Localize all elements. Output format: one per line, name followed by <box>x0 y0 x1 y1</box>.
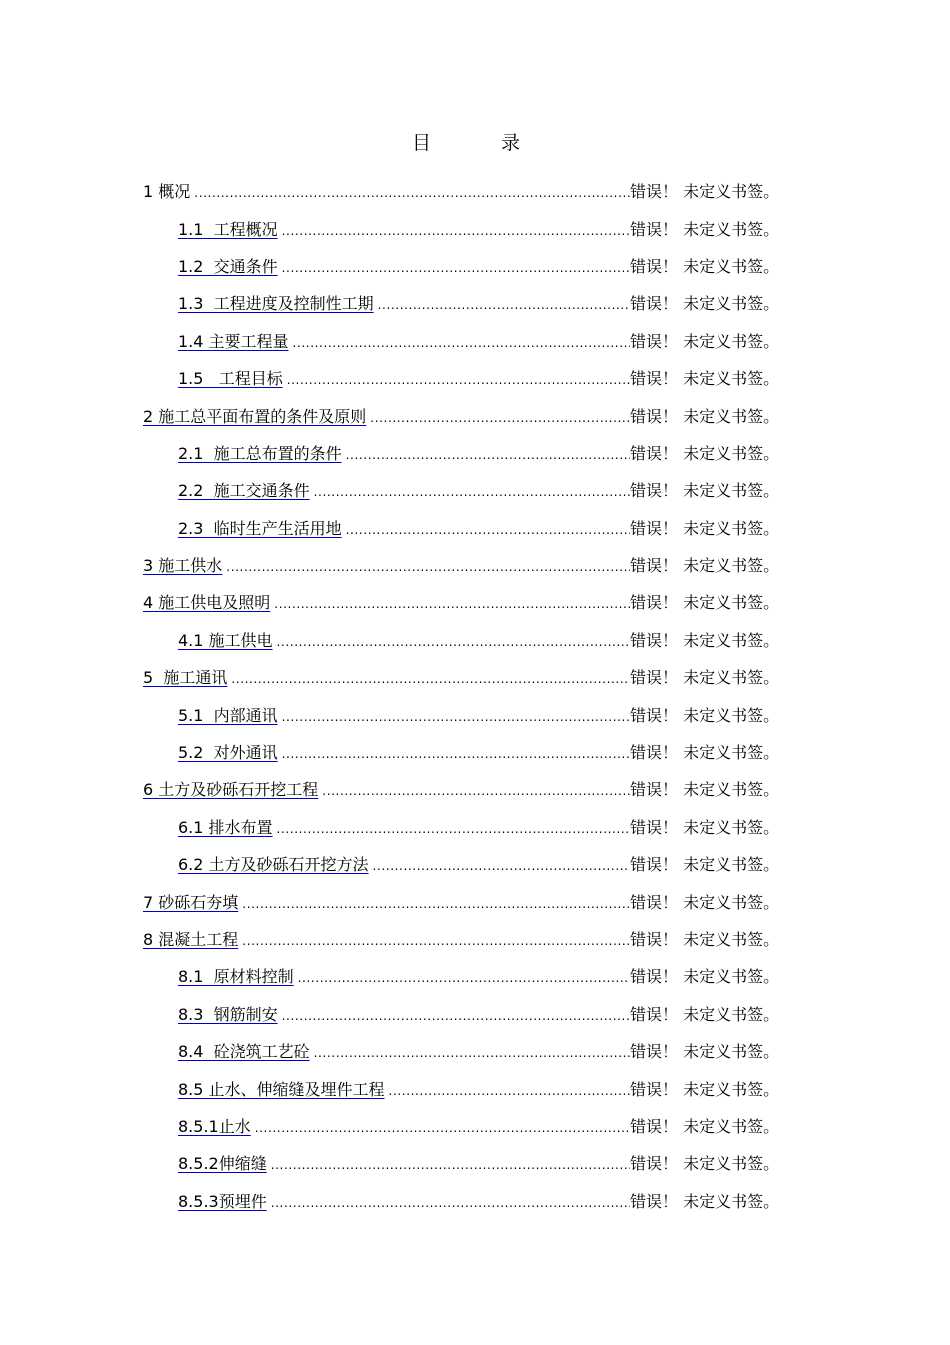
toc-leader-dots <box>282 1009 630 1023</box>
toc-entry-label[interactable]: 1.2 交通条件 <box>178 256 278 276</box>
toc-entry-label[interactable]: 1.3 工程进度及控制性工期 <box>178 294 374 314</box>
toc-entry[interactable] <box>0 172 950 209</box>
toc-entry[interactable] <box>0 247 950 284</box>
toc-entry-label[interactable]: 4.1 施工供电 <box>178 630 273 650</box>
toc-entry-label[interactable]: 8.5.2伸缩缝 <box>178 1154 267 1174</box>
toc-entry[interactable] <box>0 1032 950 1069</box>
toc-leader-dots <box>298 971 630 985</box>
toc-entry[interactable] <box>0 509 950 546</box>
toc-entry[interactable] <box>0 770 950 807</box>
toc-entry[interactable] <box>0 882 950 919</box>
toc-leader-dots <box>271 1196 630 1210</box>
toc-entry-label[interactable]: 1.5 工程目标 <box>178 369 283 389</box>
toc-leader-dots <box>282 747 630 761</box>
toc-entry[interactable] <box>0 621 950 658</box>
toc-entry[interactable] <box>0 845 950 882</box>
toc-page-reference: 错误！ 未定义书签。 <box>630 182 780 202</box>
toc-leader-dots <box>277 635 630 649</box>
toc-page-reference: 错误！ 未定义书签。 <box>630 668 780 688</box>
toc-leader-dots <box>282 710 630 724</box>
toc-entry[interactable] <box>0 546 950 583</box>
toc-leader-dots <box>271 1158 630 1172</box>
toc-entry-label[interactable]: 8.4 砼浇筑工艺砼 <box>178 1042 310 1062</box>
toc-leader-dots <box>242 934 630 948</box>
toc-page-reference: 错误！ 未定义书签。 <box>630 406 780 426</box>
toc-entry-label[interactable]: 8.5.1止水 <box>178 1116 251 1136</box>
toc-leader-dots <box>274 597 630 611</box>
toc-entry[interactable] <box>0 995 950 1032</box>
toc-entry-label[interactable]: 8.3 钢筋制安 <box>178 1004 278 1024</box>
toc-leader-dots <box>287 373 630 387</box>
toc-leader-dots <box>277 822 630 836</box>
toc-leader-dots <box>322 784 630 798</box>
toc-entry[interactable] <box>0 209 950 246</box>
toc-page-reference: 错误！ 未定义书签。 <box>630 219 780 239</box>
toc-leader-dots <box>314 1046 630 1060</box>
toc-entry-label[interactable]: 1.4 主要工程量 <box>178 331 289 351</box>
toc-entry-label[interactable]: 5.2 对外通讯 <box>178 743 278 763</box>
toc-entry-label[interactable]: 7 砂砾石夯填 <box>143 892 239 912</box>
toc-page-reference: 错误！ 未定义书签。 <box>630 855 780 875</box>
toc-page-reference: 错误！ 未定义书签。 <box>630 331 780 351</box>
toc-leader-dots <box>255 1121 630 1135</box>
toc-entry[interactable] <box>0 359 950 396</box>
toc-list <box>0 172 950 1219</box>
toc-entry[interactable] <box>0 1107 950 1144</box>
toc-entry-label[interactable]: 8 混凝土工程 <box>143 930 239 949</box>
toc-entry[interactable] <box>0 695 950 732</box>
toc-entry-label[interactable]: 5 施工通讯 <box>143 668 228 688</box>
toc-entry-label[interactable]: 2.3 临时生产生活用地 <box>178 518 342 538</box>
toc-page-reference: 错误！ 未定义书签。 <box>630 743 780 763</box>
toc-entry-label[interactable]: 1.1 工程概况 <box>178 219 278 239</box>
toc-page-reference: 错误！ 未定义书签。 <box>630 556 780 576</box>
toc-leader-dots <box>370 411 630 425</box>
toc-entry[interactable] <box>0 583 950 620</box>
toc-entry[interactable] <box>0 1182 950 1219</box>
toc-leader-dots <box>231 672 630 686</box>
toc-title: 目 录 <box>411 132 553 154</box>
toc-entry[interactable] <box>0 957 950 994</box>
toc-entry-label[interactable]: 8.5 止水、伸缩缝及埋件工程 <box>178 1079 385 1099</box>
toc-entry[interactable] <box>0 1069 950 1106</box>
toc-entry-label[interactable]: 6 土方及砂砾石开挖工程 <box>143 780 319 800</box>
toc-page-reference: 错误！ 未定义书签。 <box>630 1191 780 1211</box>
toc-entry[interactable] <box>0 658 950 695</box>
toc-leader-dots <box>389 1084 630 1098</box>
toc-page-reference: 错误！ 未定义书签。 <box>630 1116 780 1136</box>
toc-page-reference: 错误！ 未定义书签。 <box>630 1079 780 1099</box>
toc-entry[interactable] <box>0 396 950 433</box>
toc-page-reference: 错误！ 未定义书签。 <box>630 967 780 987</box>
toc-leader-dots <box>282 261 630 275</box>
toc-page-reference: 错误！ 未定义书签。 <box>630 705 780 725</box>
toc-leader-dots <box>226 560 630 574</box>
toc-page-reference: 错误！ 未定义书签。 <box>630 930 780 949</box>
toc-leader-dots <box>293 336 630 350</box>
toc-page-reference: 错误！ 未定义书签。 <box>630 369 780 389</box>
toc-page-reference: 错误！ 未定义书签。 <box>630 518 780 538</box>
toc-page-reference: 错误！ 未定义书签。 <box>630 1004 780 1024</box>
toc-leader-dots <box>378 298 630 312</box>
toc-entry-label[interactable]: 8.5.3预埋件 <box>178 1191 267 1211</box>
toc-page-reference: 错误！ 未定义书签。 <box>630 443 780 463</box>
toc-entry[interactable] <box>0 808 950 845</box>
toc-entry[interactable] <box>0 322 950 359</box>
toc-entry-label[interactable]: 5.1 内部通讯 <box>178 705 278 725</box>
toc-entry[interactable] <box>0 284 950 321</box>
toc-entry-label[interactable]: 3 施工供水 <box>143 556 223 576</box>
toc-entry-label[interactable]: 2.2 施工交通条件 <box>178 481 310 501</box>
toc-page-reference: 错误！ 未定义书签。 <box>630 1154 780 1174</box>
toc-entry-label[interactable]: 2 施工总平面布置的条件及原则 <box>143 406 367 426</box>
toc-leader-dots <box>346 523 630 537</box>
toc-entry[interactable] <box>0 733 950 770</box>
toc-entry[interactable] <box>0 471 950 508</box>
toc-leader-dots <box>314 485 630 499</box>
toc-page-reference: 错误！ 未定义书签。 <box>630 780 780 800</box>
toc-page-reference: 错误！ 未定义书签。 <box>630 817 780 837</box>
toc-entry-label[interactable]: 8.1 原材料控制 <box>178 967 294 987</box>
toc-leader-dots <box>346 448 630 462</box>
toc-entry-label[interactable]: 4 施工供电及照明 <box>143 593 271 613</box>
toc-page-reference: 错误！ 未定义书签。 <box>630 593 780 613</box>
toc-page-reference: 错误！ 未定义书签。 <box>630 892 780 912</box>
toc-entry-label[interactable]: 2.1 施工总布置的条件 <box>178 443 342 463</box>
toc-entry-label[interactable]: 1 概况 <box>143 182 191 202</box>
toc-entry[interactable] <box>0 920 950 957</box>
toc-leader-dots <box>242 897 630 911</box>
toc-page-reference: 错误！ 未定义书签。 <box>630 1042 780 1062</box>
toc-entry[interactable] <box>0 1144 950 1181</box>
toc-entry[interactable] <box>0 434 950 471</box>
toc-entry-label[interactable]: 6.2 土方及砂砾石开挖方法 <box>178 855 369 875</box>
toc-leader-dots <box>194 186 630 200</box>
toc-entry-label[interactable]: 6.1 排水布置 <box>178 817 273 837</box>
toc-page-reference: 错误！ 未定义书签。 <box>630 630 780 650</box>
toc-leader-dots <box>373 859 630 873</box>
toc-page-reference: 错误！ 未定义书签。 <box>630 256 780 276</box>
toc-page-reference: 错误！ 未定义书签。 <box>630 481 780 501</box>
toc-page-reference: 错误！ 未定义书签。 <box>630 294 780 314</box>
toc-leader-dots <box>282 224 630 238</box>
